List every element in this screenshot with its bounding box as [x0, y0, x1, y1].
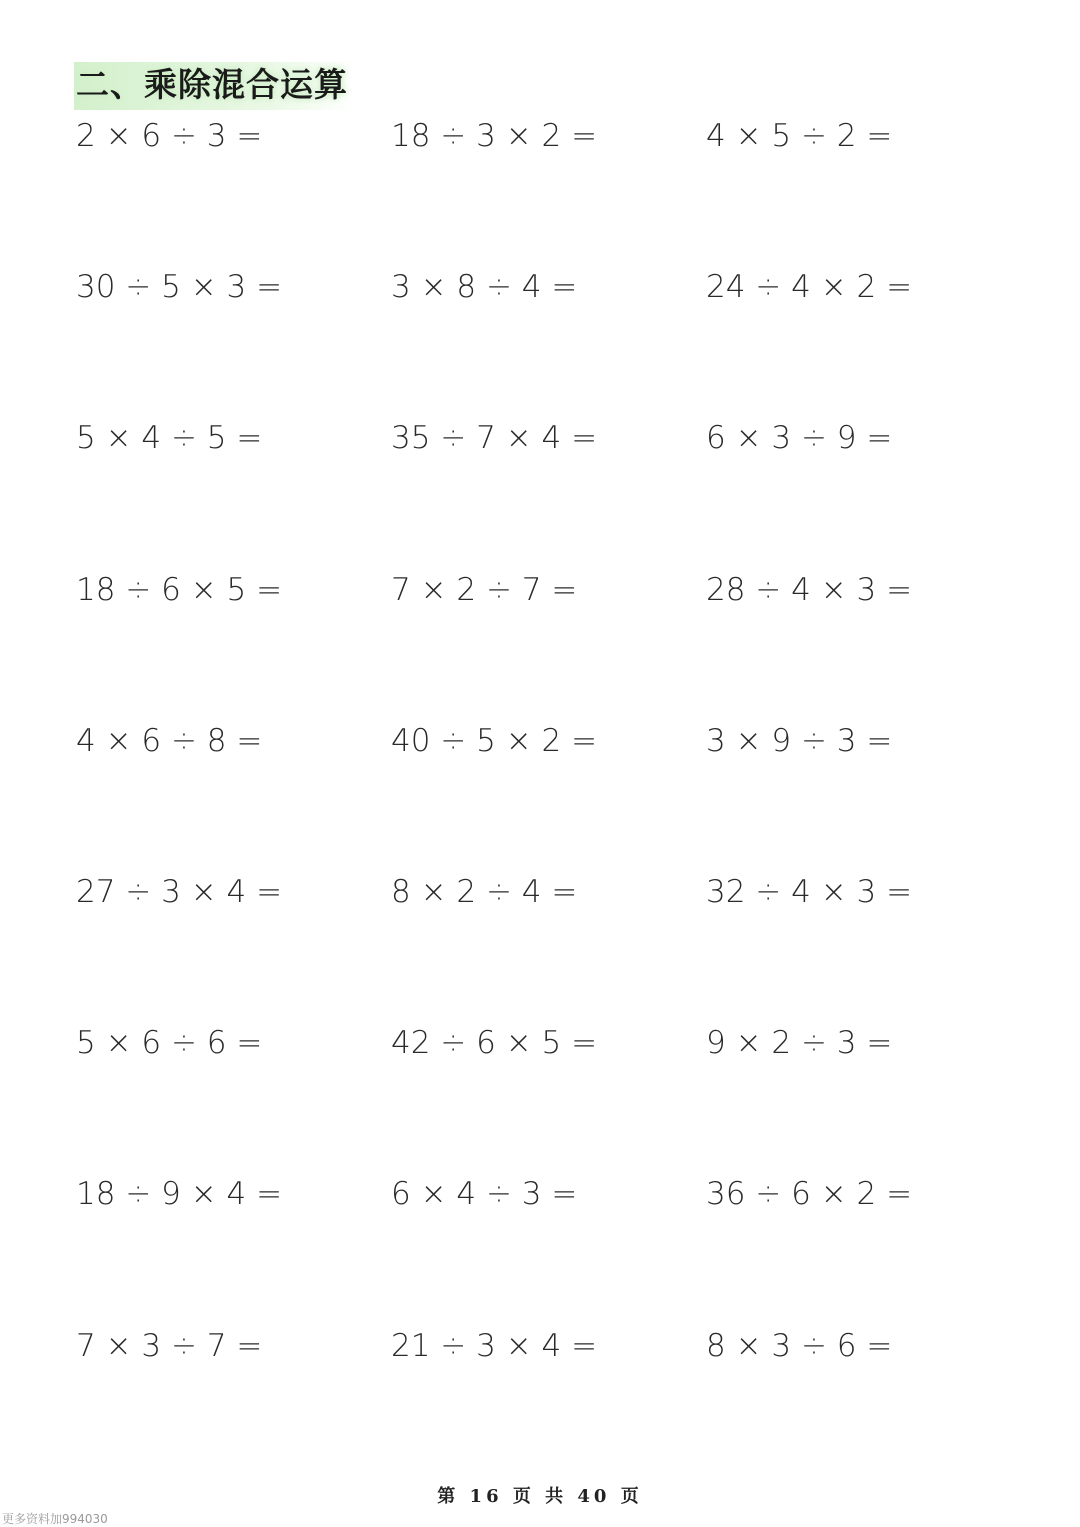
problem-item: 35 ÷ 7 × 4 =	[391, 420, 598, 456]
section-title: 二、乘除混合运算	[74, 62, 354, 110]
page-number: 第 16 页 共 40 页	[437, 1486, 643, 1507]
problem-item: 5 × 4 ÷ 5 =	[76, 420, 263, 456]
problem-item: 28 ÷ 4 × 3 =	[706, 572, 913, 608]
problem-item: 30 ÷ 5 × 3 =	[76, 269, 283, 305]
problem-item: 2 × 6 ÷ 3 =	[76, 118, 263, 154]
problem-item: 9 × 2 ÷ 3 =	[706, 1025, 893, 1061]
problem-item: 5 × 6 ÷ 6 =	[76, 1025, 263, 1061]
problem-item: 32 ÷ 4 × 3 =	[706, 874, 913, 910]
problem-item: 42 ÷ 6 × 5 =	[391, 1025, 598, 1061]
problem-item: 6 × 4 ÷ 3 =	[391, 1176, 578, 1212]
problem-item: 3 × 9 ÷ 3 =	[706, 723, 893, 759]
problem-item: 4 × 6 ÷ 8 =	[76, 723, 263, 759]
problem-item: 6 × 3 ÷ 9 =	[706, 420, 893, 456]
problem-item: 3 × 8 ÷ 4 =	[391, 269, 578, 305]
watermark-text: 更多资料加994030	[2, 1512, 108, 1526]
problem-item: 8 × 2 ÷ 4 =	[391, 874, 578, 910]
problem-item: 24 ÷ 4 × 2 =	[706, 269, 913, 305]
problem-item: 21 ÷ 3 × 4 =	[391, 1328, 598, 1364]
problem-item: 7 × 2 ÷ 7 =	[391, 572, 578, 608]
problem-item: 4 × 5 ÷ 2 =	[706, 118, 893, 154]
problem-item: 18 ÷ 9 × 4 =	[76, 1176, 283, 1212]
problem-item: 18 ÷ 3 × 2 =	[391, 118, 598, 154]
problem-item: 18 ÷ 6 × 5 =	[76, 572, 283, 608]
problem-item: 27 ÷ 3 × 4 =	[76, 874, 283, 910]
problem-item: 7 × 3 ÷ 7 =	[76, 1328, 263, 1364]
problem-item: 40 ÷ 5 × 2 =	[391, 723, 598, 759]
problem-item: 36 ÷ 6 × 2 =	[706, 1176, 913, 1212]
problem-item: 8 × 3 ÷ 6 =	[706, 1328, 893, 1364]
